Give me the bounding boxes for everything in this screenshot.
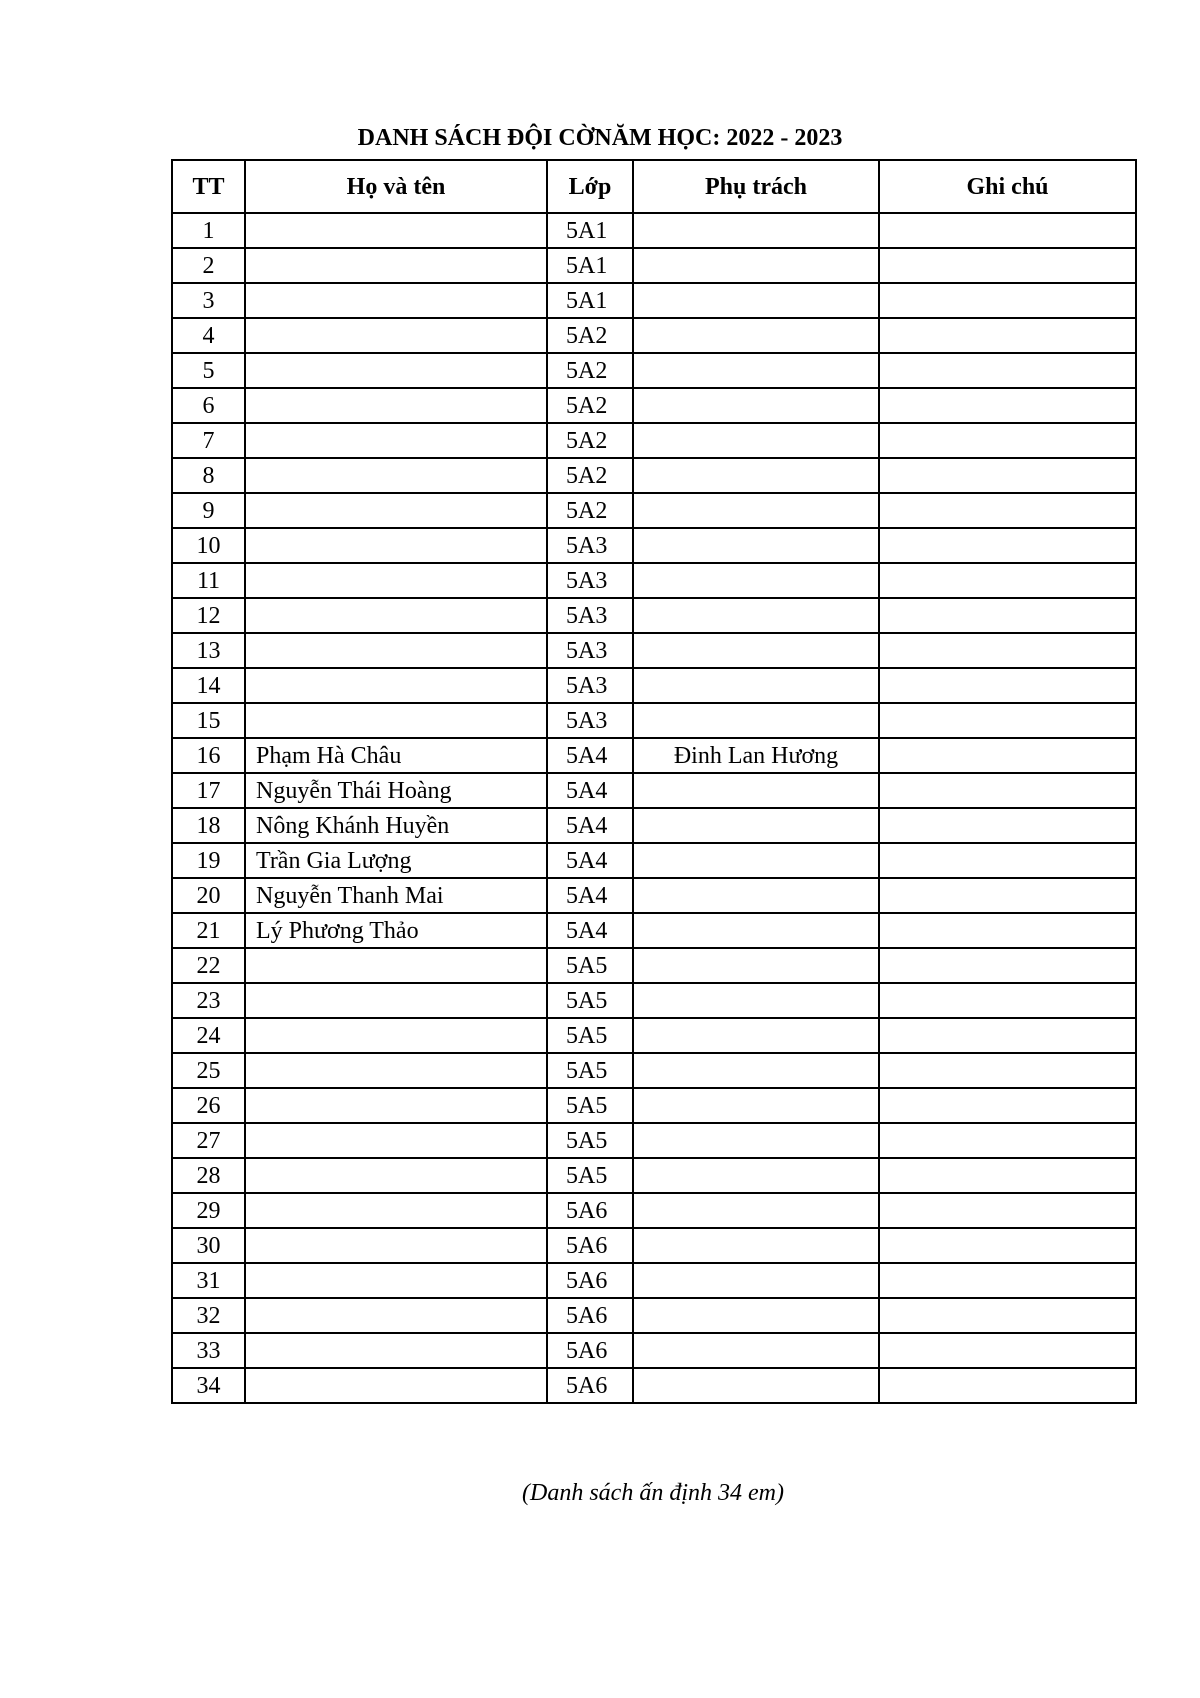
table-row [172,843,1136,878]
cell-tt: 26 [172,1088,245,1123]
cell-name [245,948,547,983]
cell-tt: 13 [172,633,245,668]
cell-note [879,738,1136,773]
header-note: Ghi chú [879,160,1136,213]
cell-lead [633,213,879,248]
cell-tt: 30 [172,1228,245,1263]
cell-note [879,1053,1136,1088]
cell-class: 5A1 [547,213,633,248]
cell-class: 5A5 [547,1123,633,1158]
cell-lead [633,1123,879,1158]
cell-tt: 15 [172,703,245,738]
cell-name [245,1193,547,1228]
cell-tt: 33 [172,1333,245,1368]
cell-class: 5A2 [547,388,633,423]
cell-note [879,388,1136,423]
cell-name [245,1053,547,1088]
cell-class: 5A4 [547,913,633,948]
cell-name: Nông Khánh Huyền [245,808,547,843]
cell-name [245,213,547,248]
cell-note [879,878,1136,913]
table-row [172,668,1136,703]
table-row [172,1158,1136,1193]
cell-note [879,1333,1136,1368]
table-row [172,563,1136,598]
table-row [172,1263,1136,1298]
cell-class: 5A3 [547,563,633,598]
table-header [172,160,1136,213]
cell-name [245,983,547,1018]
cell-name [245,528,547,563]
cell-name [245,353,547,388]
cell-name [245,598,547,633]
cell-lead [633,248,879,283]
cell-lead [633,1298,879,1333]
cell-tt: 32 [172,1298,245,1333]
cell-note [879,808,1136,843]
cell-lead [633,633,879,668]
table-row [172,1053,1136,1088]
table-row [172,913,1136,948]
cell-lead [633,1263,879,1298]
cell-tt: 11 [172,563,245,598]
cell-class: 5A6 [547,1333,633,1368]
table-row [172,1333,1136,1368]
table-row [172,703,1136,738]
cell-note [879,1298,1136,1333]
footnote: (Danh sách ấn định 34 em) [522,1480,784,1506]
table-body [172,213,1136,1403]
cell-name [245,563,547,598]
page-title: DANH SÁCH ĐỘI CỜNĂM HỌC: 2022 - 2023 [357,125,843,151]
cell-class: 5A1 [547,283,633,318]
table-row [172,213,1136,248]
cell-lead [633,388,879,423]
roster-table [171,159,1137,1404]
cell-note [879,913,1136,948]
cell-lead [633,1193,879,1228]
cell-name [245,703,547,738]
cell-name [245,633,547,668]
table-row [172,528,1136,563]
header-lead: Phụ trách [633,160,879,213]
cell-tt: 22 [172,948,245,983]
cell-name: Nguyễn Thanh Mai [245,878,547,913]
cell-note [879,493,1136,528]
cell-tt: 14 [172,668,245,703]
cell-note [879,1158,1136,1193]
header-name: Họ và tên [245,160,547,213]
cell-lead [633,1333,879,1368]
table-row [172,458,1136,493]
cell-note [879,1263,1136,1298]
cell-tt: 4 [172,318,245,353]
cell-note [879,1088,1136,1123]
table-row [172,633,1136,668]
table-row [172,808,1136,843]
cell-class: 5A2 [547,423,633,458]
table-row [172,948,1136,983]
cell-name [245,1368,547,1403]
cell-class: 5A2 [547,318,633,353]
cell-class: 5A4 [547,878,633,913]
cell-class: 5A4 [547,808,633,843]
cell-class: 5A3 [547,668,633,703]
cell-tt: 9 [172,493,245,528]
cell-class: 5A3 [547,703,633,738]
cell-tt: 18 [172,808,245,843]
cell-lead [633,1158,879,1193]
cell-lead [633,983,879,1018]
table-row [172,983,1136,1018]
table-row [172,1123,1136,1158]
cell-lead [633,423,879,458]
cell-name [245,318,547,353]
table-row [172,353,1136,388]
cell-note [879,353,1136,388]
table-row [172,1368,1136,1403]
cell-lead [633,703,879,738]
cell-lead [633,1368,879,1403]
cell-note [879,598,1136,633]
cell-tt: 34 [172,1368,245,1403]
header-class: Lớp [547,160,633,213]
cell-name [245,458,547,493]
cell-lead [633,948,879,983]
cell-tt: 10 [172,528,245,563]
cell-note [879,1193,1136,1228]
table-row [172,598,1136,633]
cell-class: 5A6 [547,1228,633,1263]
cell-tt: 21 [172,913,245,948]
cell-class: 5A3 [547,528,633,563]
cell-lead [633,528,879,563]
cell-class: 5A6 [547,1368,633,1403]
cell-note [879,948,1136,983]
cell-tt: 17 [172,773,245,808]
cell-note [879,1018,1136,1053]
cell-lead [633,353,879,388]
table-row [172,1298,1136,1333]
cell-name [245,1018,547,1053]
cell-tt: 19 [172,843,245,878]
cell-note [879,633,1136,668]
header-tt: TT [172,160,245,213]
cell-class: 5A5 [547,948,633,983]
cell-lead [633,913,879,948]
cell-class: 5A5 [547,1018,633,1053]
table-row [172,423,1136,458]
cell-tt: 6 [172,388,245,423]
cell-lead [633,808,879,843]
cell-lead: Đinh Lan Hương [633,738,879,773]
cell-tt: 8 [172,458,245,493]
cell-tt: 20 [172,878,245,913]
cell-class: 5A2 [547,353,633,388]
cell-lead [633,283,879,318]
cell-name: Phạm Hà Châu [245,738,547,773]
header-row [172,160,1136,213]
cell-class: 5A2 [547,458,633,493]
cell-class: 5A6 [547,1263,633,1298]
cell-note [879,318,1136,353]
table-row [172,878,1136,913]
table-row [172,1018,1136,1053]
cell-lead [633,773,879,808]
cell-lead [633,668,879,703]
cell-name: Lý Phương Thảo [245,913,547,948]
cell-tt: 2 [172,248,245,283]
cell-tt: 16 [172,738,245,773]
cell-note [879,563,1136,598]
cell-lead [633,1018,879,1053]
cell-class: 5A5 [547,1088,633,1123]
cell-class: 5A4 [547,773,633,808]
cell-lead [633,563,879,598]
cell-class: 5A3 [547,598,633,633]
cell-note [879,213,1136,248]
cell-name [245,423,547,458]
cell-note [879,528,1136,563]
table-row [172,1228,1136,1263]
cell-tt: 23 [172,983,245,1018]
cell-lead [633,318,879,353]
cell-name [245,1123,547,1158]
table-row [172,318,1136,353]
cell-class: 5A6 [547,1193,633,1228]
cell-lead [633,1228,879,1263]
cell-name [245,1333,547,1368]
cell-class: 5A6 [547,1298,633,1333]
cell-tt: 5 [172,353,245,388]
cell-lead [633,493,879,528]
cell-name [245,1088,547,1123]
cell-class: 5A5 [547,1053,633,1088]
table-row [172,738,1136,773]
cell-name [245,388,547,423]
cell-note [879,248,1136,283]
cell-note [879,1123,1136,1158]
table-row [172,1193,1136,1228]
cell-class: 5A5 [547,1158,633,1193]
cell-name [245,248,547,283]
cell-class: 5A1 [547,248,633,283]
cell-tt: 27 [172,1123,245,1158]
cell-lead [633,1053,879,1088]
cell-lead [633,598,879,633]
cell-name [245,1228,547,1263]
cell-tt: 28 [172,1158,245,1193]
cell-name [245,1263,547,1298]
table-row [172,283,1136,318]
table-row [172,1088,1136,1123]
cell-tt: 29 [172,1193,245,1228]
cell-name [245,493,547,528]
cell-name [245,1298,547,1333]
cell-note [879,668,1136,703]
cell-lead [633,458,879,493]
cell-name: Trần Gia Lượng [245,843,547,878]
cell-lead [633,843,879,878]
table-row [172,388,1136,423]
table-row [172,773,1136,808]
cell-tt: 31 [172,1263,245,1298]
cell-note [879,283,1136,318]
cell-note [879,1228,1136,1263]
cell-tt: 1 [172,213,245,248]
cell-tt: 24 [172,1018,245,1053]
cell-class: 5A4 [547,843,633,878]
cell-note [879,983,1136,1018]
table-row [172,248,1136,283]
table-row [172,493,1136,528]
cell-name [245,668,547,703]
cell-note [879,703,1136,738]
cell-class: 5A2 [547,493,633,528]
cell-note [879,773,1136,808]
cell-note [879,458,1136,493]
cell-name [245,1158,547,1193]
cell-class: 5A4 [547,738,633,773]
cell-tt: 12 [172,598,245,633]
cell-lead [633,1088,879,1123]
cell-tt: 3 [172,283,245,318]
cell-class: 5A3 [547,633,633,668]
cell-class: 5A5 [547,983,633,1018]
cell-note [879,423,1136,458]
cell-tt: 25 [172,1053,245,1088]
cell-lead [633,878,879,913]
cell-name: Nguyễn Thái Hoàng [245,773,547,808]
cell-name [245,283,547,318]
cell-tt: 7 [172,423,245,458]
cell-note [879,843,1136,878]
cell-note [879,1368,1136,1403]
